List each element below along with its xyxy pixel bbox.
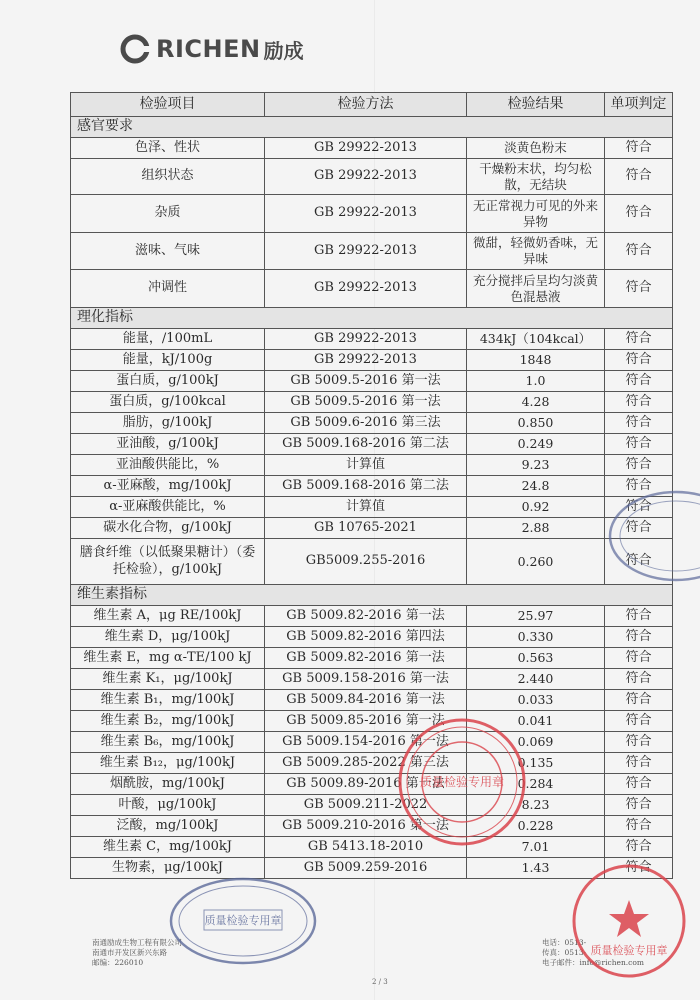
company-logo bbox=[120, 34, 304, 64]
table-row bbox=[71, 837, 673, 858]
judgment-cell: 符合 bbox=[605, 627, 673, 648]
item-cell: 蛋白质，g/100kcal bbox=[71, 392, 265, 413]
method-cell: 计算值 bbox=[265, 455, 467, 476]
item-cell: 冲调性 bbox=[71, 270, 265, 308]
inspection-table bbox=[70, 92, 673, 879]
table-row bbox=[71, 627, 673, 648]
judgment-cell: 符合 bbox=[605, 518, 673, 539]
method-cell: GB 29922-2013 bbox=[265, 195, 467, 233]
page-number: 2 / 3 bbox=[372, 978, 388, 986]
header-item: 检验项目 bbox=[71, 93, 265, 117]
method-cell: GB 5009.285-2022 第三法 bbox=[265, 753, 467, 774]
method-cell: GB 29922-2013 bbox=[265, 329, 467, 350]
richen-logo-icon bbox=[120, 34, 150, 64]
judgment-cell: 符合 bbox=[605, 270, 673, 308]
table-row bbox=[71, 774, 673, 795]
table-row bbox=[71, 648, 673, 669]
judgment-cell: 符合 bbox=[605, 539, 673, 585]
method-cell: GB 5009.89-2016 第一法 bbox=[265, 774, 467, 795]
result-cell: 0.330 bbox=[467, 627, 605, 648]
table-row bbox=[71, 371, 673, 392]
judgment-cell: 符合 bbox=[605, 476, 673, 497]
header-result: 检验结果 bbox=[467, 93, 605, 117]
item-cell: 维生素 A，μg RE/100kJ bbox=[71, 606, 265, 627]
table-row bbox=[71, 476, 673, 497]
table-row bbox=[71, 858, 673, 879]
judgment-cell: 符合 bbox=[605, 753, 673, 774]
table-header-row bbox=[71, 93, 673, 117]
method-cell: GB 5009.5-2016 第一法 bbox=[265, 392, 467, 413]
judgment-cell: 符合 bbox=[605, 732, 673, 753]
item-cell: 组织状态 bbox=[71, 159, 265, 195]
item-cell: 维生素 C，mg/100kJ bbox=[71, 837, 265, 858]
result-cell: 微甜，轻微奶香味，无异味 bbox=[467, 233, 605, 270]
table-row bbox=[71, 455, 673, 476]
judgment-cell: 符合 bbox=[605, 392, 673, 413]
method-cell: GB 5009.82-2016 第一法 bbox=[265, 606, 467, 627]
footer-phone: 电话：0513- bbox=[542, 938, 587, 947]
blue-oval-seal bbox=[168, 876, 318, 966]
method-cell: GB 5009.211-2022 bbox=[265, 795, 467, 816]
judgment-cell: 符合 bbox=[605, 195, 673, 233]
table-row bbox=[71, 711, 673, 732]
result-cell: 0.92 bbox=[467, 497, 605, 518]
item-cell: 能量，/100mL bbox=[71, 329, 265, 350]
result-cell: 2.88 bbox=[467, 518, 605, 539]
judgment-cell: 符合 bbox=[605, 497, 673, 518]
table-row bbox=[71, 329, 673, 350]
item-cell: 碳水化合物，g/100kJ bbox=[71, 518, 265, 539]
judgment-cell: 符合 bbox=[605, 159, 673, 195]
table-row bbox=[71, 816, 673, 837]
item-cell: 杂质 bbox=[71, 195, 265, 233]
svg-text:质量检验专用章: 质量检验专用章 bbox=[204, 914, 282, 927]
item-cell: 蛋白质，g/100kJ bbox=[71, 371, 265, 392]
section-title: 理化指标 bbox=[71, 308, 673, 329]
result-cell: 0.563 bbox=[467, 648, 605, 669]
table-row bbox=[71, 233, 673, 270]
section-title: 感官要求 bbox=[71, 117, 673, 138]
result-cell: 1.0 bbox=[467, 371, 605, 392]
table-row bbox=[71, 138, 673, 159]
result-cell: 0.228 bbox=[467, 816, 605, 837]
method-cell: GB 5009.6-2016 第三法 bbox=[265, 413, 467, 434]
judgment-cell: 符合 bbox=[605, 837, 673, 858]
method-cell: GB 5009.84-2016 第一法 bbox=[265, 690, 467, 711]
result-cell: 干燥粉末状，均匀松散，无结块 bbox=[467, 159, 605, 195]
table-row bbox=[71, 434, 673, 455]
result-cell: 8.23 bbox=[467, 795, 605, 816]
table-row bbox=[71, 690, 673, 711]
item-cell: 维生素 K₁，μg/100kJ bbox=[71, 669, 265, 690]
item-cell: 维生素 E，mg α-TE/100 kJ bbox=[71, 648, 265, 669]
method-cell: GB 29922-2013 bbox=[265, 350, 467, 371]
result-cell: 24.8 bbox=[467, 476, 605, 497]
method-cell: GB 29922-2013 bbox=[265, 233, 467, 270]
section-header-row bbox=[71, 585, 673, 606]
item-cell: 亚油酸供能比，% bbox=[71, 455, 265, 476]
footer-email: 电子邮件：info@richen.com bbox=[542, 958, 645, 967]
judgment-cell: 符合 bbox=[605, 669, 673, 690]
table-row bbox=[71, 413, 673, 434]
table-row bbox=[71, 350, 673, 371]
table-row bbox=[71, 159, 673, 195]
judgment-cell: 符合 bbox=[605, 434, 673, 455]
method-cell: GB 5009.5-2016 第一法 bbox=[265, 371, 467, 392]
table-row bbox=[71, 392, 673, 413]
header-judgment: 单项判定 bbox=[605, 93, 673, 117]
table-row bbox=[71, 795, 673, 816]
footer-company: 南通励成生物工程有限公司 bbox=[92, 938, 182, 947]
section-title: 维生素指标 bbox=[71, 585, 673, 606]
judgment-cell: 符合 bbox=[605, 371, 673, 392]
result-cell: 0.850 bbox=[467, 413, 605, 434]
item-cell: α-亚麻酸，mg/100kJ bbox=[71, 476, 265, 497]
result-cell: 0.069 bbox=[467, 732, 605, 753]
svg-text:质量检验专用章: 质量检验专用章 bbox=[590, 944, 668, 957]
method-cell: GB 5009.154-2016 第一法 bbox=[265, 732, 467, 753]
judgment-cell: 符合 bbox=[605, 711, 673, 732]
table-row bbox=[71, 539, 673, 585]
result-cell: 1848 bbox=[467, 350, 605, 371]
result-cell: 0.284 bbox=[467, 774, 605, 795]
item-cell: 烟酰胺，mg/100kJ bbox=[71, 774, 265, 795]
judgment-cell: 符合 bbox=[605, 858, 673, 879]
result-cell: 0.249 bbox=[467, 434, 605, 455]
method-cell: GB 5009.82-2016 第四法 bbox=[265, 627, 467, 648]
table-row bbox=[71, 518, 673, 539]
table-row bbox=[71, 270, 673, 308]
judgment-cell: 符合 bbox=[605, 329, 673, 350]
table-row bbox=[71, 732, 673, 753]
svg-text:质量检验专用章: 质量检验专用章 bbox=[419, 775, 505, 789]
table-row bbox=[71, 195, 673, 233]
item-cell: 维生素 B₆，mg/100kJ bbox=[71, 732, 265, 753]
method-cell: GB 5009.168-2016 第二法 bbox=[265, 476, 467, 497]
item-cell: 维生素 B₂，mg/100kJ bbox=[71, 711, 265, 732]
judgment-cell: 符合 bbox=[605, 606, 673, 627]
table-row bbox=[71, 753, 673, 774]
footer-address: 南通市开发区新兴东路 bbox=[92, 948, 167, 957]
result-cell: 淡黄色粉末 bbox=[467, 138, 605, 159]
result-cell: 4.28 bbox=[467, 392, 605, 413]
judgment-cell: 符合 bbox=[605, 816, 673, 837]
method-cell: GB 5009.85-2016 第一法 bbox=[265, 711, 467, 732]
item-cell: 脂肪，g/100kJ bbox=[71, 413, 265, 434]
table-row bbox=[71, 669, 673, 690]
header-method: 检验方法 bbox=[265, 93, 467, 117]
judgment-cell: 符合 bbox=[605, 690, 673, 711]
result-cell: 25.97 bbox=[467, 606, 605, 627]
item-cell: 维生素 B₁，mg/100kJ bbox=[71, 690, 265, 711]
method-cell: GB 5009.82-2016 第一法 bbox=[265, 648, 467, 669]
result-cell: 2.440 bbox=[467, 669, 605, 690]
footer-fax: 传真：0513- bbox=[542, 948, 587, 957]
item-cell: 泛酸，mg/100kJ bbox=[71, 816, 265, 837]
method-cell: GB 5413.18-2010 bbox=[265, 837, 467, 858]
section-header-row bbox=[71, 117, 673, 138]
result-cell: 434kJ（104kcal） bbox=[467, 329, 605, 350]
item-cell: 维生素 B₁₂，μg/100kJ bbox=[71, 753, 265, 774]
item-cell: 生物素，μg/100kJ bbox=[71, 858, 265, 879]
brand-name-cn: 励成 bbox=[263, 38, 304, 63]
judgment-cell: 符合 bbox=[605, 774, 673, 795]
judgment-cell: 符合 bbox=[605, 413, 673, 434]
result-cell: 无正常视力可见的外来异物 bbox=[467, 195, 605, 233]
method-cell: GB5009.255-2016 bbox=[265, 539, 467, 585]
item-cell: 膳食纤维（以低聚果糖计）（委托检验），g/100kJ bbox=[71, 539, 265, 585]
method-cell: GB 10765-2021 bbox=[265, 518, 467, 539]
result-cell: 0.041 bbox=[467, 711, 605, 732]
judgment-cell: 符合 bbox=[605, 350, 673, 371]
method-cell: GB 5009.259-2016 bbox=[265, 858, 467, 879]
item-cell: 滋味、气味 bbox=[71, 233, 265, 270]
section-header-row bbox=[71, 308, 673, 329]
method-cell: GB 29922-2013 bbox=[265, 159, 467, 195]
item-cell: 亚油酸，g/100kJ bbox=[71, 434, 265, 455]
result-cell: 1.43 bbox=[467, 858, 605, 879]
item-cell: α-亚麻酸供能比，% bbox=[71, 497, 265, 518]
method-cell: GB 5009.158-2016 第一法 bbox=[265, 669, 467, 690]
item-cell: 维生素 D，μg/100kJ bbox=[71, 627, 265, 648]
table-row bbox=[71, 497, 673, 518]
method-cell: GB 5009.168-2016 第二法 bbox=[265, 434, 467, 455]
judgment-cell: 符合 bbox=[605, 795, 673, 816]
item-cell: 叶酸，μg/100kJ bbox=[71, 795, 265, 816]
judgment-cell: 符合 bbox=[605, 648, 673, 669]
item-cell: 色泽、性状 bbox=[71, 138, 265, 159]
item-cell: 能量，kJ/100g bbox=[71, 350, 265, 371]
judgment-cell: 符合 bbox=[605, 233, 673, 270]
judgment-cell: 符合 bbox=[605, 455, 673, 476]
result-cell: 0.135 bbox=[467, 753, 605, 774]
result-cell: 0.033 bbox=[467, 690, 605, 711]
table-row bbox=[71, 606, 673, 627]
result-cell: 7.01 bbox=[467, 837, 605, 858]
result-cell: 0.260 bbox=[467, 539, 605, 585]
footer-left bbox=[92, 938, 182, 968]
brand-name: RICHEN bbox=[156, 35, 261, 63]
result-cell: 充分搅拌后呈均匀淡黄色混悬液 bbox=[467, 270, 605, 308]
method-cell: GB 29922-2013 bbox=[265, 138, 467, 159]
method-cell: GB 29922-2013 bbox=[265, 270, 467, 308]
method-cell: 计算值 bbox=[265, 497, 467, 518]
method-cell: GB 5009.210-2016 第一法 bbox=[265, 816, 467, 837]
result-cell: 9.23 bbox=[467, 455, 605, 476]
footer-right bbox=[542, 938, 644, 968]
judgment-cell: 符合 bbox=[605, 138, 673, 159]
footer-postcode: 邮编：226010 bbox=[92, 958, 144, 967]
